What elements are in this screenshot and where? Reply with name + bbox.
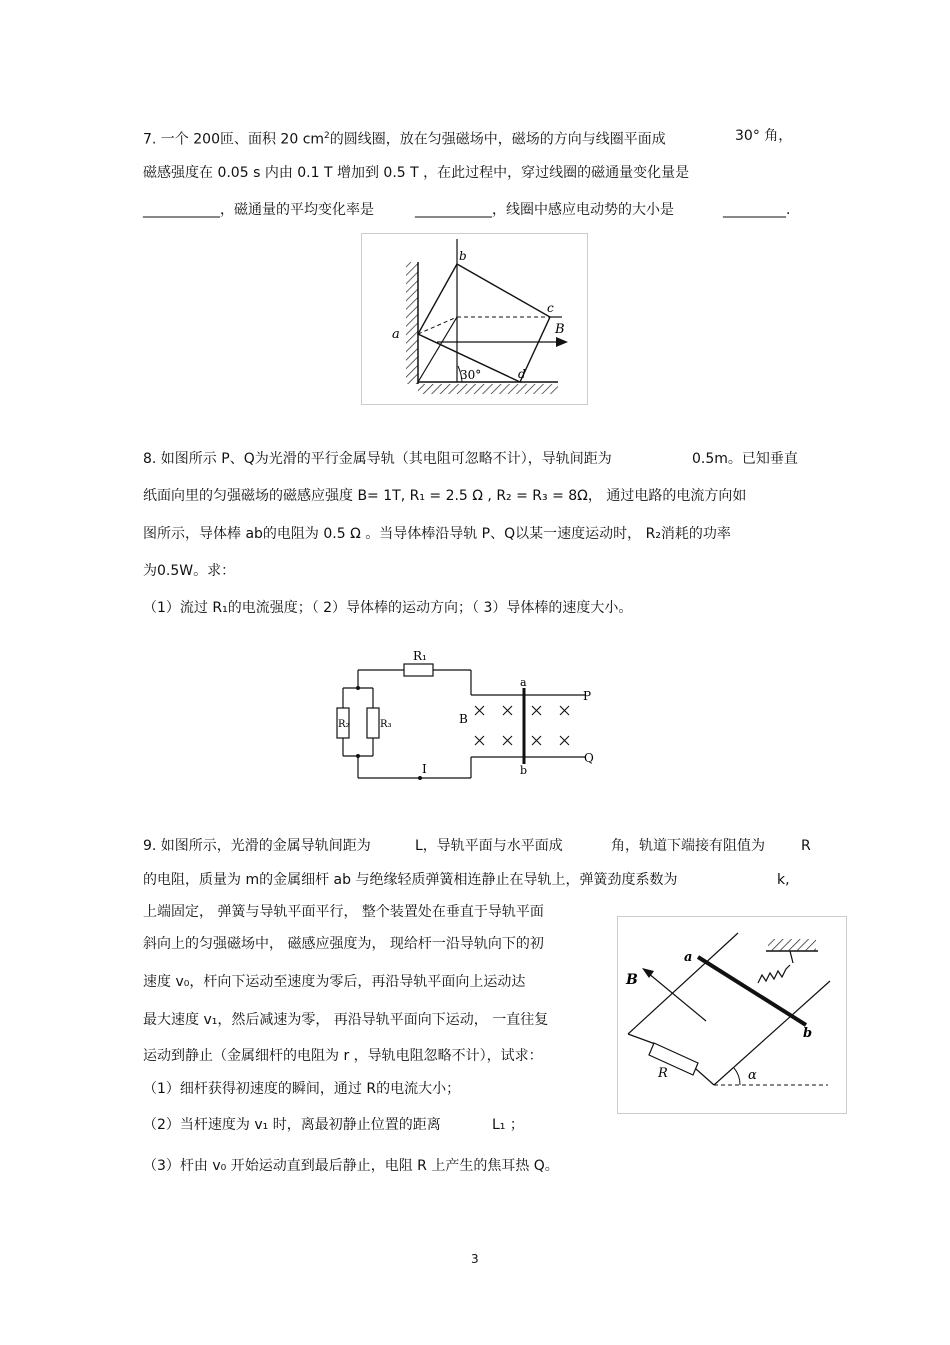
- q7-label-d: d: [518, 367, 526, 381]
- q8-label-b: b: [520, 764, 528, 777]
- q9-line-5: 速度 v₀，杆向下运动至速度为零后，再沿导轨平面向上运动达: [143, 974, 526, 990]
- q9-line-9a: （2）当杆速度为 v₁ 时，离最初静止位置的距离: [143, 1117, 441, 1133]
- q7-text-1b: 的圆线圈，放在匀强磁场中，磁场的方向与线圈平面成: [329, 131, 666, 148]
- q9-line-1a: 9. 如图所示，光滑的金属导轨间距为: [143, 838, 371, 854]
- q9-line-1d: R: [801, 838, 811, 854]
- q7-text-1a: 7. 一个 200匝、面积 20 cm: [143, 131, 325, 148]
- q7-label-angle: 30°: [460, 368, 482, 382]
- q7-coil-figure: [361, 233, 588, 405]
- q9-label-R: R: [658, 1066, 668, 1081]
- q8-line-2: 纸面向里的匀强磁场的磁感应强度 B= 1T, R₁ = 2.5 Ω , R₂ = R₃ = 8Ω， 通过电路的电流方向如: [143, 488, 747, 504]
- q9-label-B: B: [626, 972, 638, 988]
- q7-line-3c: _________.: [723, 202, 791, 218]
- q9-incline-diagram: [618, 917, 846, 1113]
- q7-label-c: c: [547, 301, 554, 315]
- q7-line-3b: ___________，线圈中感应电动势的大小是: [415, 202, 674, 218]
- q9-line-9b: L₁ ；: [492, 1117, 524, 1133]
- q9-line-2a: 的电阻，质量为 m的金属细杆 ab 与绝缘轻质弹簧相连静止在导轨上，弹簧劲度系数为: [143, 872, 678, 888]
- q9-label-alpha: α: [748, 1068, 757, 1083]
- q9-label-b: b: [803, 1026, 813, 1041]
- q9-line-1c: 角，轨道下端接有阻值为: [611, 838, 765, 854]
- q9-line-8: （1）细杆获得初速度的瞬间，通过 R的电流大小；: [143, 1081, 461, 1097]
- q9-line-10: （3）杆由 v₀ 开始运动直到最后静止，电阻 R 上产生的焦耳热 Q。: [143, 1158, 559, 1174]
- q7-superscript: 2: [324, 131, 330, 141]
- q9-line-7: 运动到静止（金属细杆的电阻为 r ，导轨电阻忽略不计），试求：: [143, 1048, 543, 1064]
- q9-line-4: 斜向上的匀强磁场中， 磁感应强度为， 现给杆一沿导轨向下的初: [143, 936, 544, 952]
- q7-label-b: b: [459, 249, 467, 263]
- page-number: 3: [471, 1252, 479, 1266]
- q8-line-1a: 8. 如图所示 P、Q为光滑的平行金属导轨（其电阻可忽略不计），导轨间距为: [143, 451, 612, 467]
- q7-line-2: 磁感强度在 0.05 s 内由 0.1 T 增加到 0.5 T ，在此过程中，穿过线圈的磁通量变化量是: [143, 165, 690, 181]
- q9-line-1b: L，导轨平面与水平面成: [415, 838, 563, 854]
- q8-circuit-diagram: [336, 638, 608, 790]
- q8-label-a: a: [520, 676, 527, 689]
- q9-label-a: a: [684, 950, 693, 965]
- q8-circuit-figure: [336, 638, 608, 790]
- q7-angle-text: 30° 角，: [735, 128, 793, 144]
- q9-incline-figure: [617, 916, 847, 1114]
- q7-label-B: B: [555, 322, 565, 337]
- q7-label-a: a: [392, 327, 400, 342]
- q8-label-R3: R₃: [380, 719, 392, 730]
- q8-label-R2: R₂: [338, 719, 350, 730]
- q9-line-3: 上端固定， 弹簧与导轨平面平行， 整个装置处在垂直于导轨平面: [143, 904, 544, 920]
- q9-line-6: 最大速度 v₁，然后减速为零， 再沿导轨平面向下运动， 一直往复: [143, 1012, 549, 1028]
- q8-label-P: P: [583, 689, 592, 703]
- q9-line-2b: k,: [777, 872, 790, 888]
- q8-label-Q: Q: [584, 751, 594, 765]
- q8-label-B: B: [459, 712, 468, 726]
- q8-label-I: I: [422, 762, 427, 776]
- q8-label-R1: R₁: [413, 649, 427, 663]
- q7-coil-diagram: [362, 234, 587, 404]
- q7-line-3a: ___________，磁通量的平均变化率是: [143, 202, 374, 218]
- q8-line-4: 为0.5W。求：: [143, 563, 236, 579]
- q8-line-1b: 0.5m。已知垂直: [692, 451, 798, 467]
- q7-line-1: [143, 127, 666, 149]
- q8-line-3: 图所示，导体棒 ab的电阻为 0.5 Ω 。当导体棒沿导轨 P、Q以某一速度运动时， R₂消耗的功率: [143, 526, 731, 542]
- q8-line-5: （1）流过 R₁的电流强度；（ 2）导体棒的运动方向；（ 3）导体棒的速度大小。: [143, 600, 633, 616]
